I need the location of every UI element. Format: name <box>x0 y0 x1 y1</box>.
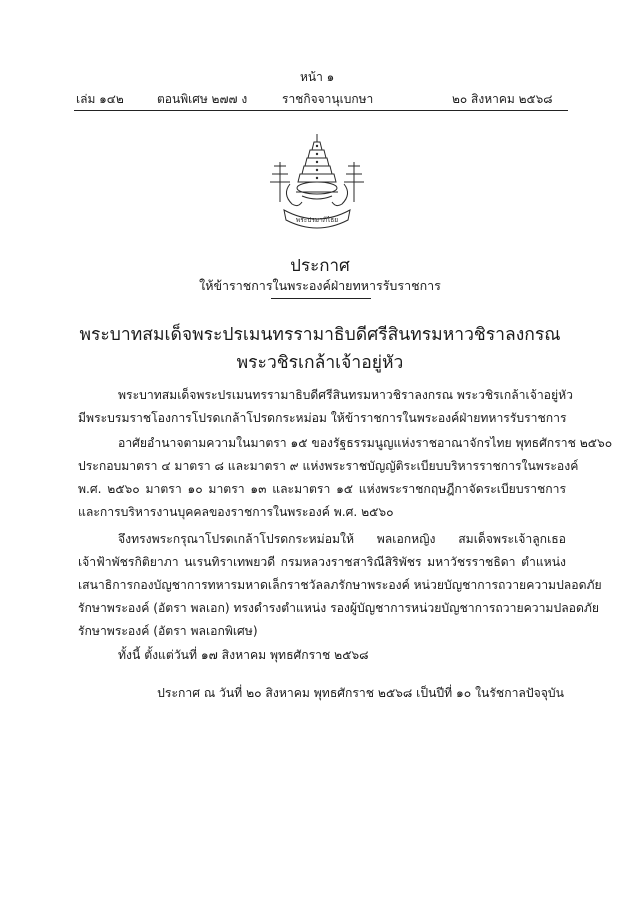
gazette-name: ราชกิจจานุเบกษา <box>282 92 374 106</box>
paragraph-2-line-2: ประกอบมาตรา ๔ มาตรา ๘ และมาตรา ๙ แห่งพระราชบัญญัติระเบียบบริหารราชการในพระองค์ <box>78 459 579 473</box>
king-name-line2: พระวชิรเกล้าเจ้าอยู่หัว <box>236 353 404 373</box>
paragraph-3-line-5: รักษาพระองค์ (อัตรา พลเอกพิเศษ) <box>78 624 258 638</box>
gazette-date: ๒๐ สิงหาคม ๒๕๖๘ <box>452 92 553 106</box>
paragraph-3-line-3: เสนาธิการกองบัญชาการทหารมหาดเล็กราชวัลลภรักษาพระองค์ หน่วยบัญชาการถวายความปลอดภัย <box>78 578 602 592</box>
paragraph-1-line-2: มีพระบรมราชโองการโปรดเกล้าโปรดกระหม่อม ให้ข้าราชการในพระองค์ฝ่ายทหารรับราชการ <box>78 411 567 425</box>
page-number: หน้า ๑ <box>300 70 335 84</box>
volume-label: เล่ม ๑๔๒ <box>76 92 124 106</box>
emblem-banner-text: พระปรมาภิไธย <box>295 216 339 224</box>
title-rule <box>271 298 371 299</box>
paragraph-2-line-1: อาศัยอำนาจตามความในมาตรา ๑๕ ของรัฐธรรมนูญแห่งราชอาณาจักรไทย พุทธศักราช ๒๕๖๐ <box>118 436 613 450</box>
announcement-subject: ให้ข้าราชการในพระองค์ฝ่ายทหารรับราชการ <box>199 278 441 293</box>
issue-label: ตอนพิเศษ ๒๗๗ ง <box>157 92 248 106</box>
paragraph-1-line-1: พระบาทสมเด็จพระปรเมนทรรามาธิบดีศรีสินทรมหาวชิราลงกรณ พระวชิรเกล้าเจ้าอยู่หัว <box>118 388 574 402</box>
paragraph-2-line-4: และการบริหารงานบุคคลของราชการในพระองค์ พ.ศ. ๒๕๖๐ <box>78 505 394 519</box>
header-rule <box>74 110 568 111</box>
effective-date-line: ทั้งนี้ ตั้งแต่วันที่ ๑๗ สิงหาคม พุทธศักราช ๒๕๖๘ <box>118 648 369 662</box>
royal-emblem-icon <box>262 132 372 232</box>
announcement-title: ประกาศ <box>290 256 350 276</box>
paragraph-3-line-1: จึงทรงพระกรุณาโปรดเกล้าโปรดกระหม่อมให้ พลเอกหญิง สมเด็จพระเจ้าลูกเธอ <box>118 532 566 546</box>
king-name-line1: พระบาทสมเด็จพระปรเมนทรรามาธิบดีศรีสินทรมหาวชิราลงกรณ <box>79 325 561 345</box>
paragraph-3-line-4: รักษาพระองค์ (อัตรา พลเอก) ทรงดำรงตำแหน่ง รองผู้บัญชาการหน่วยบัญชาการถวายความปลอดภัย <box>78 601 600 615</box>
closing-line: ประกาศ ณ วันที่ ๒๐ สิงหาคม พุทธศักราช ๒๕๖๘ เป็นปีที่ ๑๐ ในรัชกาลปัจจุบัน <box>157 686 564 700</box>
paragraph-3-line-2: เจ้าฟ้าพัชรกิติยาภา นเรนทิราเทพยวดี กรมหลวงราชสาริณีสิริพัชร มหาวัชรราชธิดา ตำแหน่ง <box>78 555 566 569</box>
paragraph-2-line-3: พ.ศ. ๒๕๖๐ มาตรา ๑๐ มาตรา ๑๓ และมาตรา ๑๕ แห่งพระราชกฤษฎีกาจัดระเบียบราชการ <box>78 482 566 496</box>
